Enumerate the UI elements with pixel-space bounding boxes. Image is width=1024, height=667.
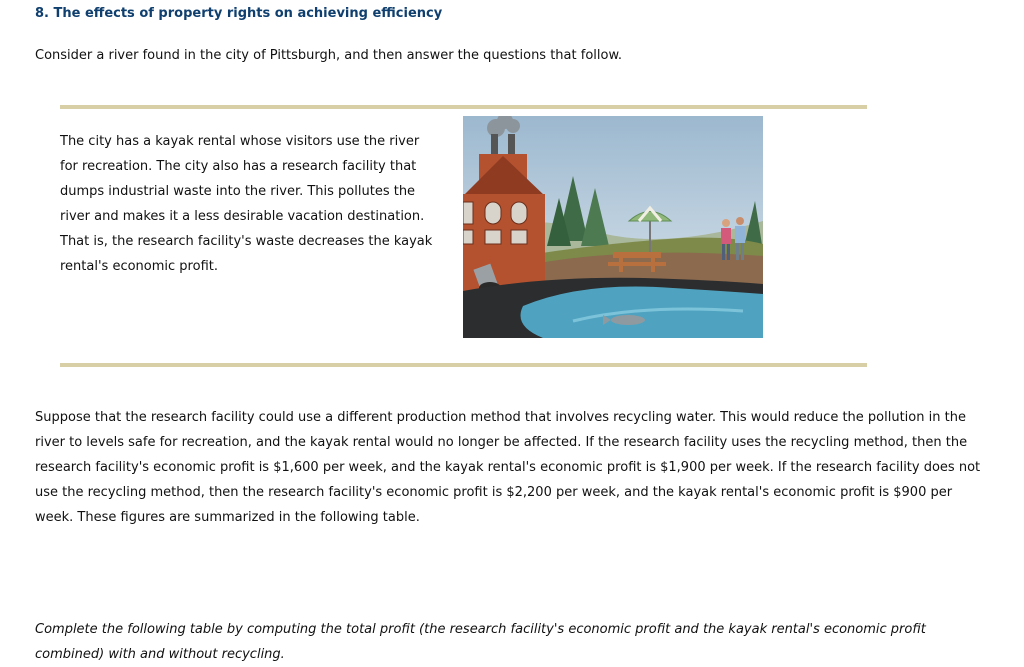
recycling-scenario-text: Suppose that the research facility could use a different production method that involves recycling water. This would reduce the pollution in the river to levels safe for recreation, and the kayak rental would no longer be affected. If the research facility uses the recycling method, then the research facility's economic profit is $1,600 per week, and the kayak rental's economic profit is $1,900 per week. If the research facility does not use the recycling method, then the research facility's economic profit is $2,200 per week, and the kayak rental's economic profit is $900 per week. These figures are summarized in the following table. [35,410,981,525]
table-instructions: Complete the following table by computing the total profit (the research facility's economic profit and the kayak rental's economic profit combined) with and without recycling. [35,622,926,662]
intro-text: Consider a river found in the city of Pittsburgh, and then answer the questions that follow. [35,48,623,63]
river-illustration [463,116,763,338]
top-divider [60,105,867,109]
bottom-divider [60,363,867,367]
question-title: 8. The effects of property rights on achieving efficiency [35,6,443,21]
scenario-text: The city has a kayak rental whose visitors use the river for recreation. The city also has a research facility that dumps industrial waste into the river. This pollutes the river and makes it a less desirable vacation destination. That is, the research facility's waste decreases the kayak rental's economic profit. [60,134,433,274]
